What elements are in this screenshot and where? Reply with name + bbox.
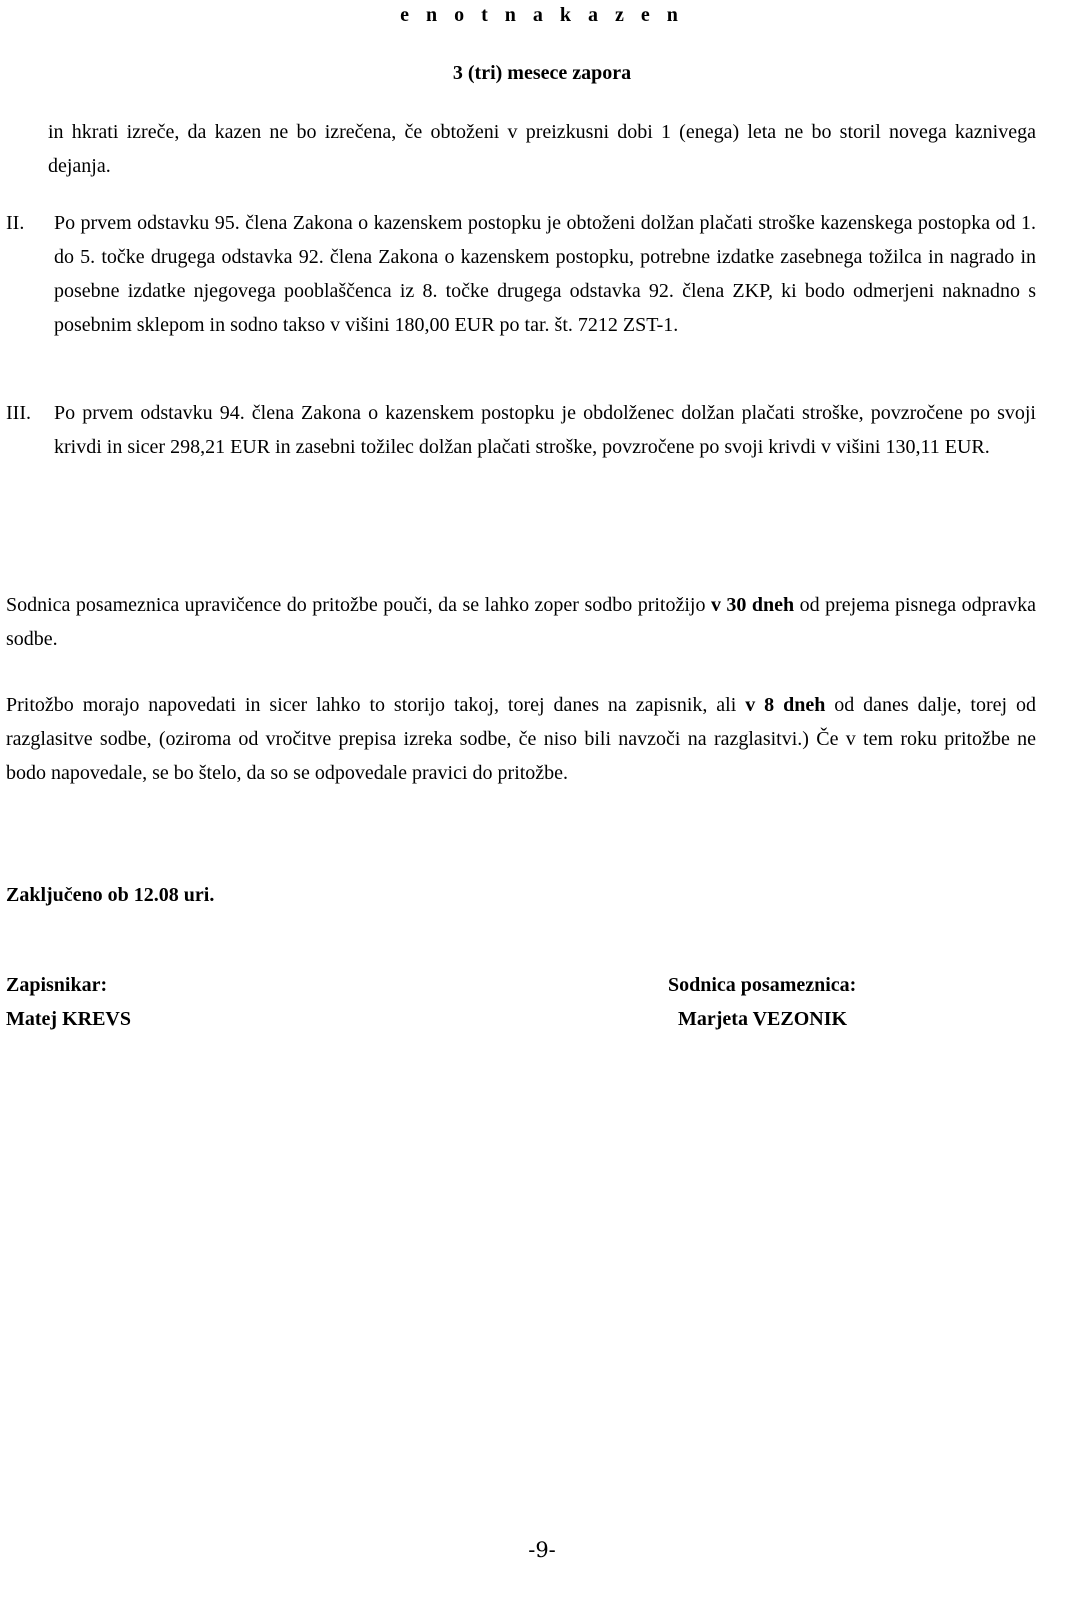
clerk-role: Zapisnikar: (6, 974, 108, 996)
appeal-notice-paragraph (6, 588, 1036, 656)
appeal-deadline: v 30 dneh (710, 594, 795, 616)
appeal-notice-text: Sodnica posameznica upravičence do pritožbe pouči, da se lahko zoper sodbo pritožijo (6, 594, 711, 616)
page-number: -9- (528, 1538, 556, 1562)
item-number: II. (6, 212, 25, 234)
sentence-heading: 3 (tri) mesece zapora (452, 62, 632, 84)
announce-deadline: v 8 dneh (745, 694, 826, 716)
item-number: III. (6, 402, 31, 424)
judge-role: Sodnica posameznica: (668, 974, 857, 996)
appeal-notice-text-end: od prejema pisnega odpravka sodbe. (6, 594, 1036, 650)
appeal-announce-text: Pritožbo morajo napovedati in sicer lahko to storijo takoj, torej danes na zapisnik, ali (6, 694, 746, 716)
closing-time: Zaključeno ob 12.08 uri. (6, 884, 215, 906)
item-text: Po prvem odstavku 94. člena Zakona o kazenskem postopku je obdolženec dolžan plačati stroške, povzročene po svoji krivdi in sicer 298,21 EUR in zasebni tožilec dolžan plačati stroške, povzročene po svoji krivdi v višini 130,11 EUR. (54, 402, 1036, 458)
judge-name: Marjeta VEZONIK (678, 1008, 848, 1030)
appeal-announce-text-end: od danes dalje, torej od razglasitve sodbe, (oziroma od vročitve prepisa izreka sodbe, če niso bili navzoči na razglasitvi.) Če v tem roku pritožbe ne bodo napovedale, se bo štelo, da so se odpovedale pravici do pritožbe. (6, 694, 1037, 784)
verdict-heading: e n o t n a k a z e n (400, 4, 684, 26)
intro-paragraph: in hkrati izreče, da kazen ne bo izrečena, če obtoženi v preizkusni dobi 1 (enega) leta ne bo storil novega kaznivega dejanja. (48, 121, 1036, 177)
clerk-name: Matej KREVS (6, 1008, 131, 1030)
item-ii (6, 206, 1036, 342)
item-iii (6, 396, 1036, 464)
item-text: Po prvem odstavku 95. člena Zakona o kazenskem postopku je obtoženi dolžan plačati stroške kazenskega postopka od 1. do 5. točke drugega odstavka 92. člena Zakona o kazenskem postopku, potrebne izdatke zasebnega tožilca in nagrado in posebne izdatke njegovega pooblaščenca iz 8. točke drugega odstavka 92. člena ZKP, ki bodo odmerjeni naknadno s posebnim sklepom in sodno takso v višini 180,00 EUR po tar. št. 7212 ZST-1. (54, 212, 1036, 336)
appeal-announce-paragraph (6, 688, 1036, 790)
